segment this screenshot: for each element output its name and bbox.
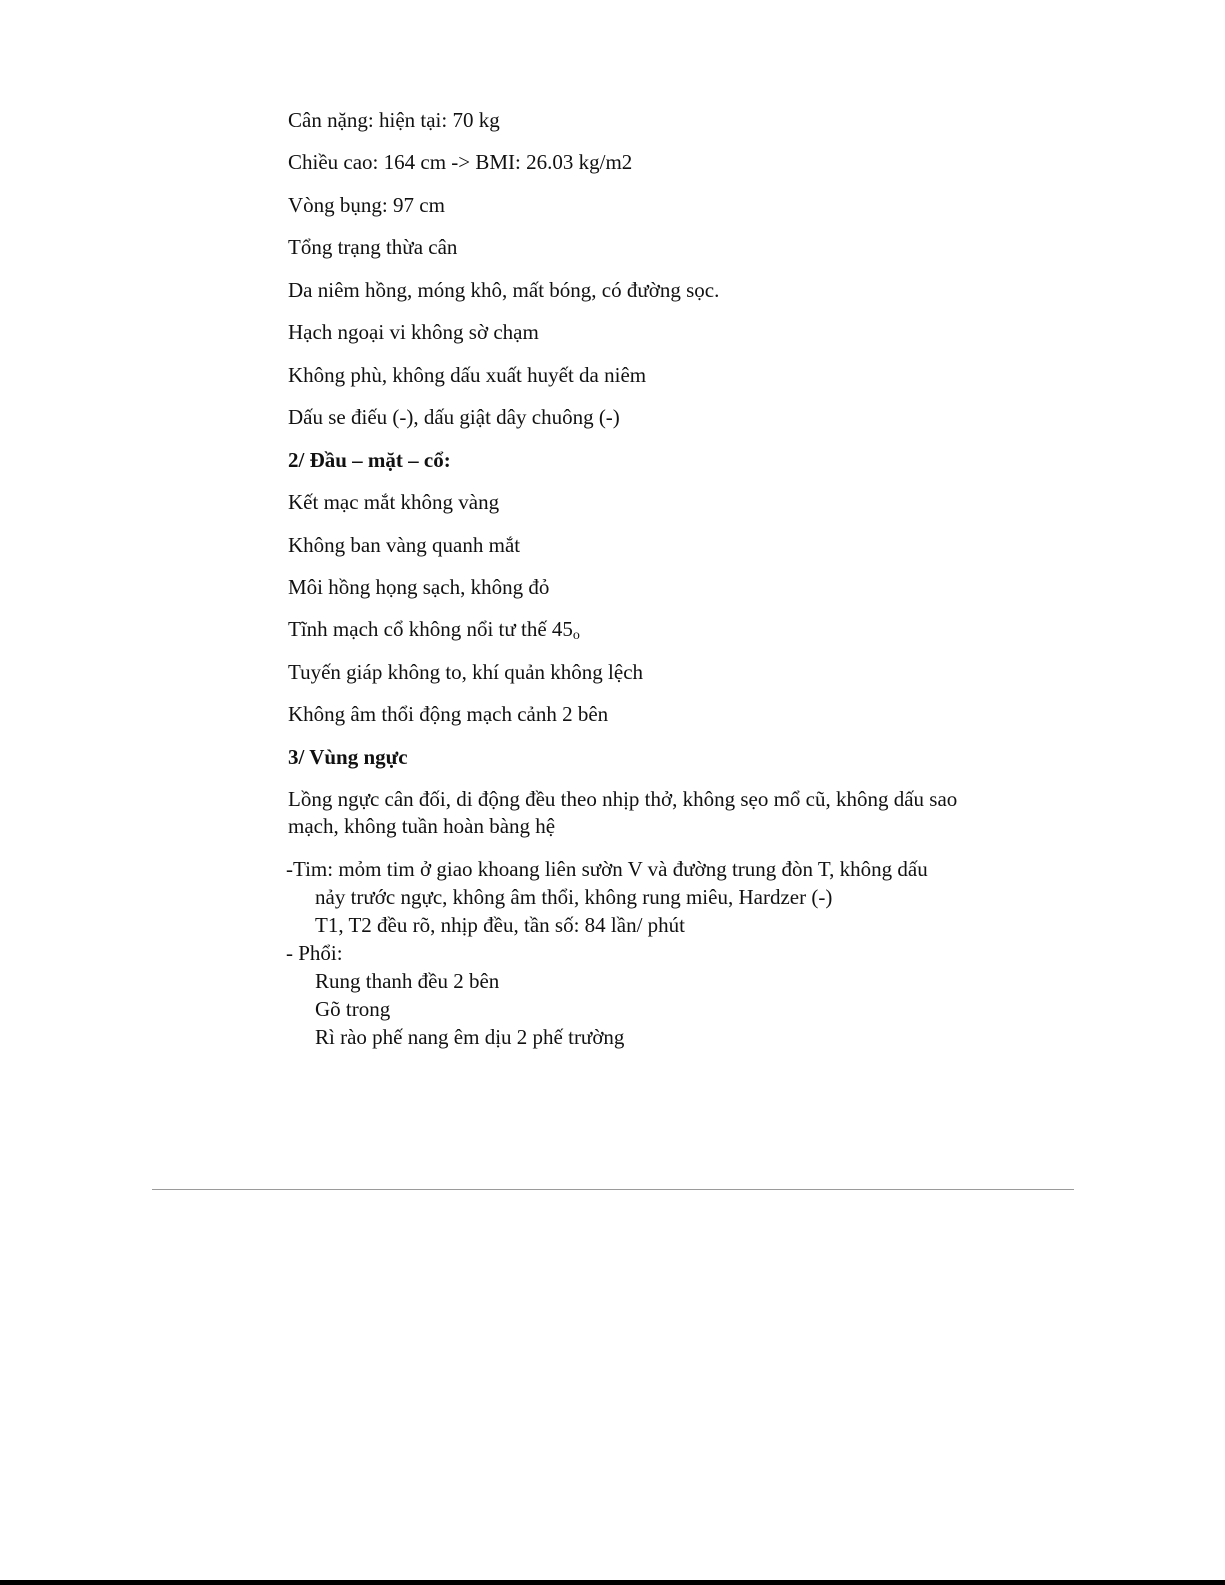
breath-sounds-line: Rì rào phế nang êm dịu 2 phế trường (315, 1025, 625, 1049)
percussion-line: Gõ trong (315, 997, 391, 1021)
lymph-node-line: Hạch ngoại vi không sờ chạm (288, 320, 539, 344)
bottom-edge-bar (0, 1580, 1225, 1585)
edema-line: Không phù, không dấu xuất huyết da niêm (288, 363, 647, 387)
degree-mark: o (572, 628, 580, 643)
signs-line: Dấu se điếu (-), dấu giật dây chuông (-) (288, 405, 620, 429)
section-heading-head-face-neck: 2/ Đầu – mặt – cổ: (288, 448, 451, 472)
weight-line: Cân nặng: hiện tại: 70 kg (288, 108, 500, 132)
jugular-vein-text: Tĩnh mạch cổ không nổi tư thế 45 (288, 617, 573, 641)
lung-heading-line: - Phổi: (286, 941, 343, 965)
thyroid-line: Tuyến giáp không to, khí quản không lệch (288, 660, 644, 684)
waist-line: Vòng bụng: 97 cm (288, 193, 445, 217)
general-status-line: Tổng trạng thừa cân (288, 235, 458, 259)
heart-sounds-line: T1, T2 đều rõ, nhịp đều, tần số: 84 lần/ phút (315, 913, 685, 937)
heart-line: -Tim: mỏm tim ở giao khoang liên sườn V và đường trung đòn T, không dấu (286, 857, 928, 881)
fremitus-line: Rung thanh đều 2 bên (315, 969, 500, 993)
lips-throat-line: Môi hồng họng sạch, không đỏ (288, 575, 550, 599)
conjunctiva-line: Kết mạc mắt không vàng (288, 490, 500, 514)
section-heading-chest: 3/ Vùng ngực (288, 745, 408, 769)
height-bmi-line: Chiều cao: 164 cm -> BMI: 26.03 kg/m2 (288, 150, 633, 174)
heart-detail-line: nảy trước ngực, không âm thổi, không rung miêu, Hardzer (-) (315, 885, 833, 909)
skin-line: Da niêm hồng, móng khô, mất bóng, có đường sọc. (288, 278, 720, 302)
xanthelasma-line: Không ban vàng quanh mắt (288, 533, 521, 557)
chest-inspection-line: Lồng ngực cân đối, di động đều theo nhịp thở, không sẹo mổ cũ, không dấu sao mạch, không tuần hoàn bàng hệ (288, 787, 958, 838)
page-divider (152, 1189, 1074, 1190)
carotid-line: Không âm thổi động mạch cảnh 2 bên (288, 702, 609, 726)
jugular-vein-line (288, 616, 580, 649)
